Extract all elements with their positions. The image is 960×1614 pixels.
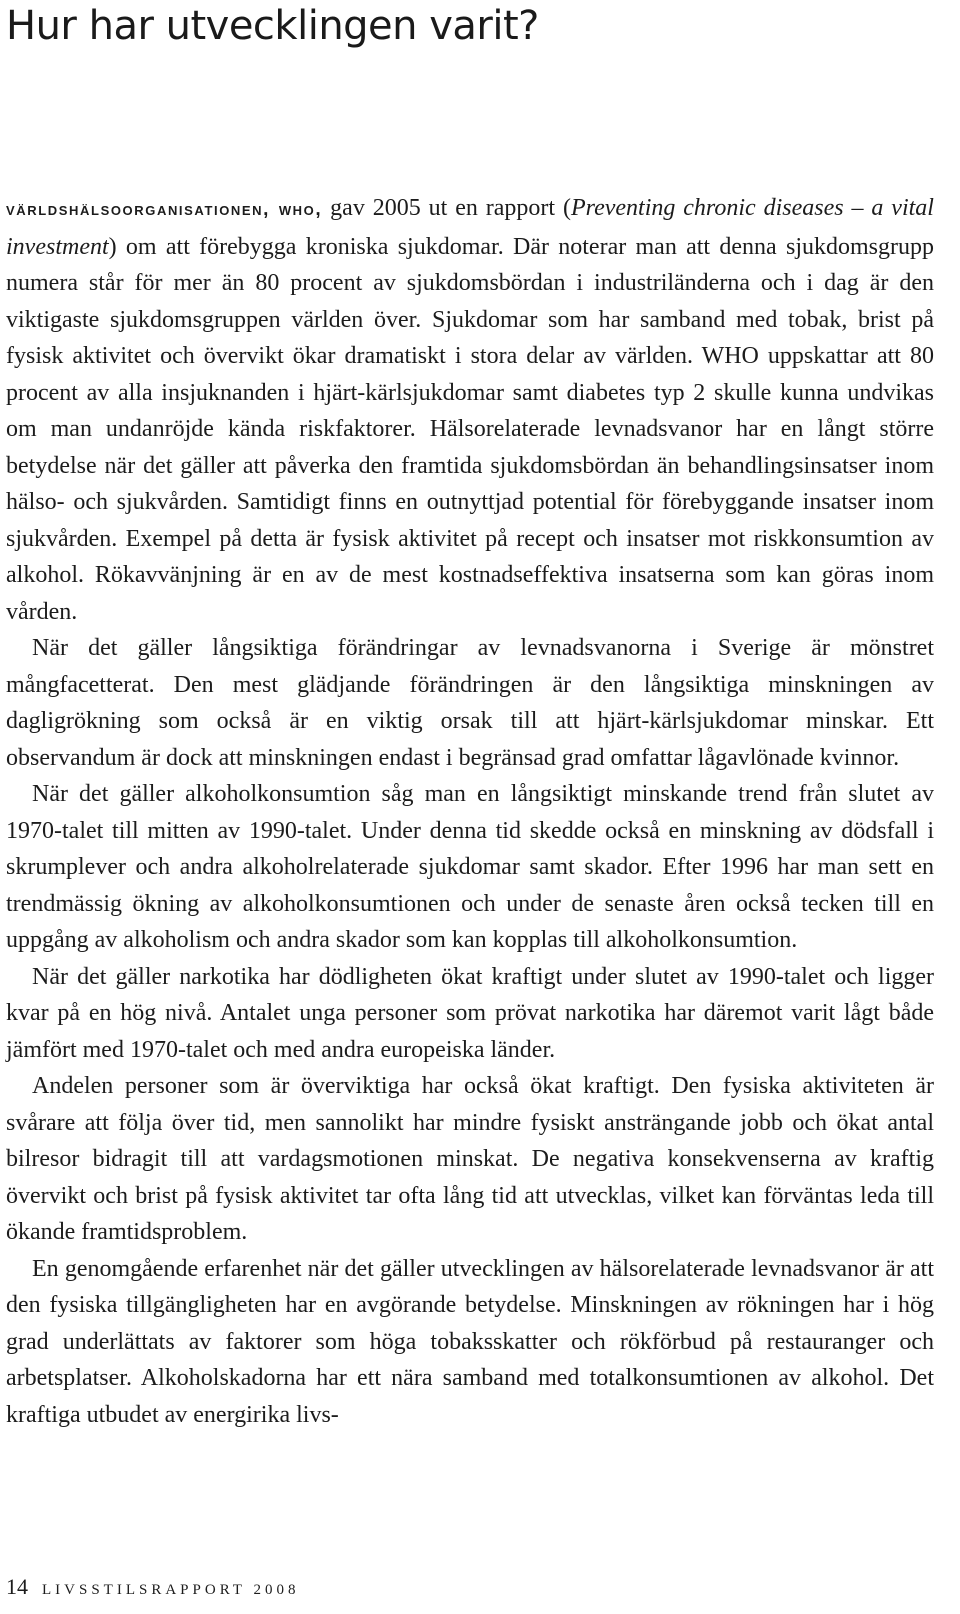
paragraph-1-text-a: gav 2005 ut en rapport ( <box>322 195 571 221</box>
report-title: Preventing chronic diseases – a vital investment <box>6 195 934 260</box>
paragraph-1 <box>6 190 934 630</box>
page-title: Hur har utvecklingen varit? <box>6 3 539 49</box>
paragraph-2: När det gäller långsiktiga förändringar av levnadsvanorna i Sverige är mönstret mångfacetterat. Den mest glädjande förändringen är den långsiktiga minskningen av dagligrökning som också är en viktig orsak till att hjärt-kärlsjukdomar minskar. Ett observandum är dock att minskningen endast i begränsad grad omfattar lågavlönade kvinnor. <box>6 635 934 771</box>
lead-in: världshälsoorganisationen, who, <box>6 199 323 220</box>
page-footer <box>6 1574 299 1600</box>
paragraph-4: När det gäller narkotika har dödligheten ökat kraftigt under slutet av 1990-talet och ligger kvar på en hög nivå. Antalet unga personer som prövat narkotika har däremot varit lågt både jämfört med 1970-talet och med andra europeiska länder. <box>6 963 934 1063</box>
paragraph-5: Andelen personer som är överviktiga har också ökat kraftigt. Den fysiska aktiviteten är svårare att följa över tid, men sannolikt har mindre fysiskt ansträngande jobb och ökat antal bilresor bidragit till att vardagsmotionen minskat. De negativa konsekvenserna av kraftig övervikt och brist på fysisk aktivitet tar ofta lång tid att utvecklas, vilket kan förväntas leda till ökande framtidsproblem. <box>6 1073 934 1245</box>
running-title: LIVSSTILSRAPPORT 2008 <box>42 1582 300 1598</box>
page-number: 14 <box>6 1574 28 1599</box>
paragraph-3: När det gäller alkoholkonsumtion såg man en långsiktigt minskande trend från slutet av 1970-talet till mitten av 1990-talet. Under denna tid skedde också en minskning av dödsfall i skrumplever och andra alkoholrelaterade sjukdomar samt skador. Efter 1996 har man sett en trendmässig ökning av alkoholkonsumtionen och under de senaste åren också tecken till en uppgång av alkoholism och andra skador som kan kopplas till alkoholkonsumtion. <box>6 781 934 953</box>
paragraph-6: En genomgående erfarenhet när det gäller utvecklingen av hälsorelaterade levnadsvanor är att den fysiska tillgängligheten har en avgörande betydelse. Minskningen av rökningen har i hög grad underlättats av faktorer som höga tobaksskatter och rökförbud på restauranger och arbetsplatser. Alkoholskadorna har ett nära samband med totalkonsumtionen av alkohol. Det kraftiga utbudet av energirika livs- <box>6 1255 934 1428</box>
paragraph-1-text-b: ) om att förebygga kroniska sjukdomar. Där noterar man att denna sjukdomsgrupp numera står för mer än 80 procent av sjukdomsbördan i industriländerna och i dag är den viktigaste sjukdomsgruppen världen över. Sjukdomar som har samband med tobak, brist på fysisk aktivitet och övervikt ökar dramatiskt i stora delar av världen. WHO uppskattar att 80 procent av alla insjuknanden i hjärt-kärlsjukdomar samt diabetes typ 2 skulle kunna undvikas om man undanröjde kända riskfaktorer. Hälsorelaterade levnadsvanor har en långt större betydelse när det gäller att påverka den framtida sjukdomsbördan än behandlingsinsatser inom hälso- och sjukvården. Samtidigt finns en outnyttjad potential för förebyggande insatser inom sjukvården. Exempel på detta är fysisk aktivitet på recept och insatser mot riskkonsumtion av alkohol. Rökavvänjning är en av de mest kostnadseffektiva insatserna som kan göras inom vården. <box>6 233 934 625</box>
article-body <box>6 190 934 1433</box>
